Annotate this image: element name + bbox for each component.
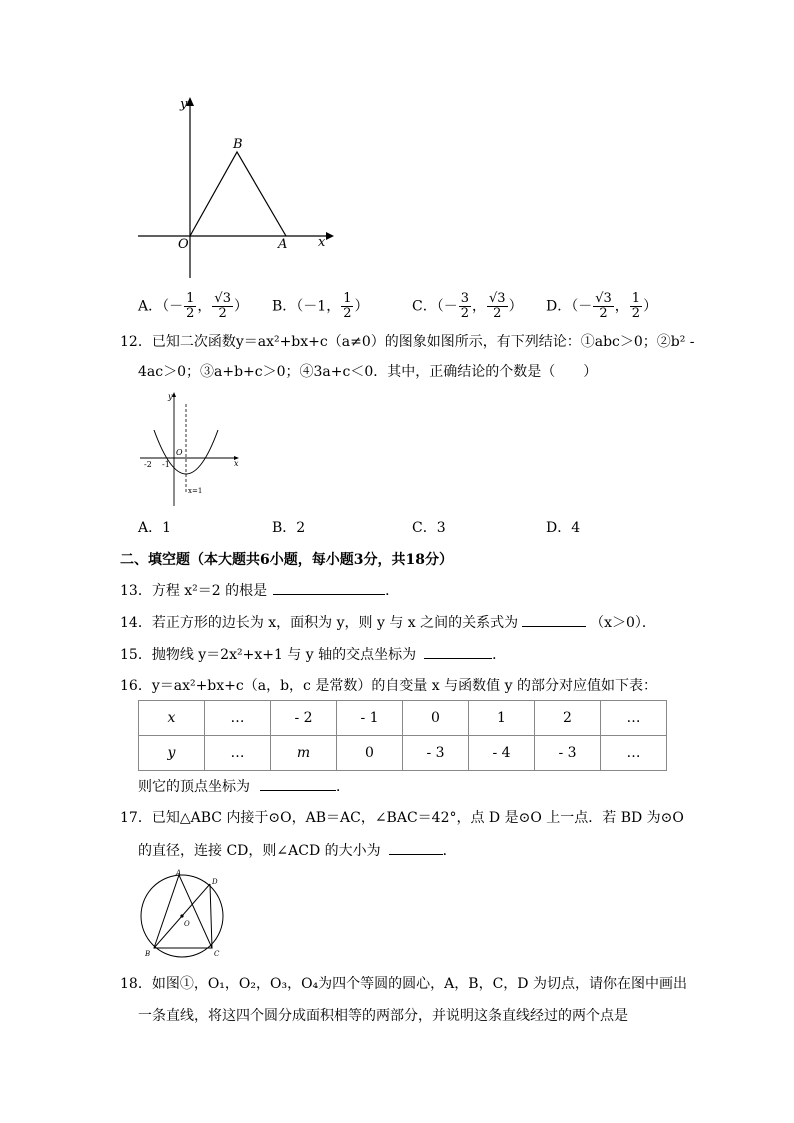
- origin-label: O: [176, 448, 183, 457]
- y-axis-label: y: [180, 97, 188, 112]
- q14-answer-blank[interactable]: [522, 612, 586, 627]
- x-axis-arrow: [326, 232, 334, 240]
- figure-q17-circle: [134, 868, 234, 962]
- figure-q11-triangle: [130, 92, 340, 282]
- table-cell: 1: [469, 701, 535, 736]
- table-cell: m: [271, 736, 337, 771]
- table-cell: - 3: [403, 736, 469, 771]
- table-cell: - 4: [469, 736, 535, 771]
- x-axis-label: x: [234, 459, 239, 468]
- label-a: A: [176, 869, 182, 877]
- q13-answer-blank[interactable]: [273, 580, 385, 595]
- label-d: D: [212, 878, 218, 886]
- table-cell: - 2: [271, 701, 337, 736]
- y-axis-label: y: [168, 392, 173, 401]
- table-row: [139, 736, 667, 771]
- q16-vertex: 则它的顶点坐标为 ．: [138, 776, 350, 797]
- q12-option-b: B．2: [272, 520, 306, 536]
- q13: 13．方程 x²＝2 的根是 ．: [120, 580, 399, 601]
- label-c: C: [214, 950, 220, 958]
- tick-label-neg2: -2: [144, 460, 152, 469]
- symmetry-axis-label: x=1: [188, 487, 203, 495]
- q17-answer-blank[interactable]: [389, 840, 443, 855]
- q16: 16．y＝ax²+bx+c（a，b，c 是常数）的自变量 x 与函数值 y 的部分对应值如下表：: [120, 678, 657, 694]
- origin-label: O: [178, 237, 189, 252]
- table-cell: …: [205, 736, 271, 771]
- section-title-fill-in: 二、填空题（本大题共6小题，每小题3分，共18分）: [120, 552, 453, 568]
- q12-option-c: C．3: [412, 520, 446, 536]
- table-cell: …: [601, 701, 667, 736]
- table-cell: - 3: [535, 736, 601, 771]
- q18-line2: 一条直线，将这四个圆分成面积相等的两部分，并说明这条直线经过的两个点是: [138, 1008, 628, 1024]
- q12-option-d: D．4: [546, 520, 581, 536]
- triangle-abc: [154, 875, 212, 948]
- q15-answer-blank[interactable]: [424, 644, 492, 659]
- x-axis-label: x: [318, 235, 326, 250]
- table-cell: 2: [535, 701, 601, 736]
- q16-answer-blank[interactable]: [260, 776, 336, 791]
- table-cell: - 1: [337, 701, 403, 736]
- segment-cd: [210, 884, 212, 948]
- q12-line1: 12．已知二次函数y＝ax²+bx+c（a≠0）的图象如图所示，有下列结论：①abc＞0；②b² -: [120, 334, 695, 350]
- q11-option-b: B．（－1， $\frac{1}{2}$ ）: [272, 291, 369, 321]
- center-point: [180, 914, 183, 917]
- table-cell: x: [139, 701, 205, 736]
- point-b-label: B: [233, 137, 243, 152]
- table-cell: …: [601, 736, 667, 771]
- label-b: B: [145, 950, 151, 958]
- table-cell: 0: [337, 736, 403, 771]
- table-cell: y: [139, 736, 205, 771]
- q11-option-d: D．（－ $\frac{√3}{2}$ ， $\frac{1}{2}$ ）: [546, 291, 658, 321]
- q11-option-a: A．（－ $\frac{1}{2}$ ， $\frac{√3}{2}$ ）: [138, 291, 248, 321]
- tick-label-neg1: -1: [162, 460, 170, 469]
- q16-value-table: [138, 700, 667, 771]
- q12-line2: 4ac＞0；③a+b+c＞0；④3a+c＜0．其中，正确结论的个数是（ ）: [138, 364, 598, 380]
- q14: 14．若正方形的边长为 x，面积为 y，则 y 与 x 之间的关系式为 （x＞0）．: [120, 612, 656, 633]
- figure-q12-parabola: [136, 390, 246, 510]
- label-o: O: [184, 920, 190, 928]
- q15: 15．抛物线 y＝2x²+x+1 与 y 轴的交点坐标为 ．: [120, 644, 506, 665]
- table-row: [139, 701, 667, 736]
- q17-line1: 17．已知△ABC 内接于⊙O，AB＝AC，∠BAC＝42°，点 D 是⊙O 上一点．若 BD 为⊙O: [120, 810, 684, 826]
- table-cell: 0: [403, 701, 469, 736]
- q17-line2: 的直径，连接 CD，则∠ACD 的大小为 ．: [138, 840, 457, 861]
- y-axis-arrow: [172, 392, 176, 397]
- triangle-oba: [190, 152, 286, 236]
- table-cell: …: [205, 701, 271, 736]
- q18-line1: 18．如图①，O₁，O₂，O₃，O₄为四个等圆的圆心，A，B，C，D 为切点，请你在图中画出: [120, 976, 687, 992]
- point-a-label: A: [278, 237, 288, 252]
- q12-option-a: A．1: [138, 520, 172, 536]
- q11-option-c: C．（－ $\frac{3}{2}$ ， $\frac{√3}{2}$ ）: [412, 291, 523, 321]
